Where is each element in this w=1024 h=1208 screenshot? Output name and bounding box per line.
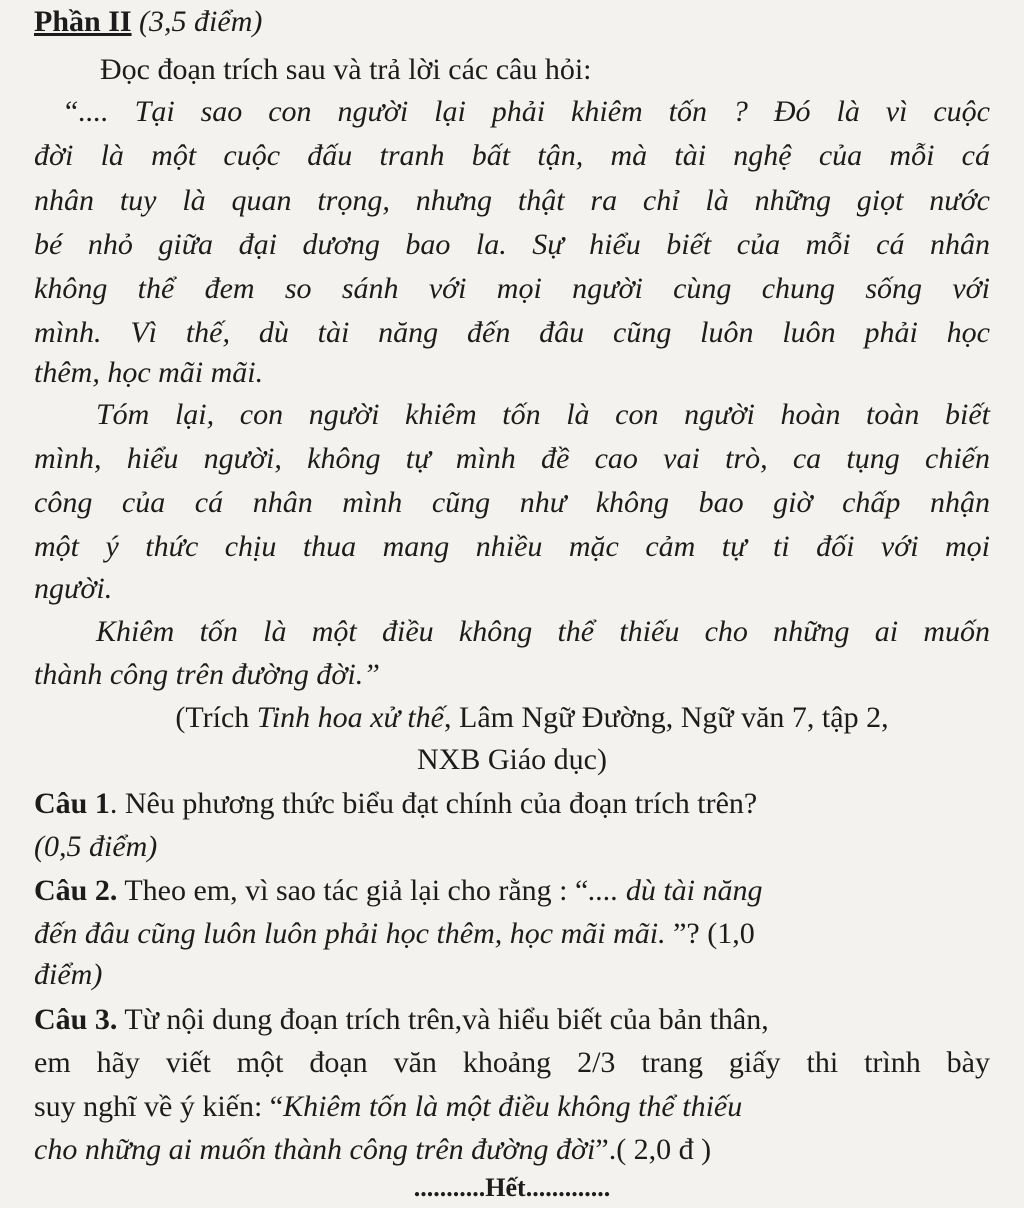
question-2-points: điểm) xyxy=(34,958,103,991)
question-1-label: Câu 1 xyxy=(34,787,110,820)
question-1-points: (0,5 điểm) xyxy=(34,830,158,863)
section-points: (3,5 điểm) xyxy=(139,5,263,38)
passage-line: công của cá nhân mình cũng như không bao giờ chấp nhận xyxy=(34,486,990,519)
instruction: Đọc đoạn trích sau và trả lời các câu hỏi: xyxy=(100,53,592,86)
passage-line: Tóm lại, con người khiêm tốn là con người hoàn toàn biết xyxy=(96,398,990,431)
passage-line: đời là một cuộc đấu tranh bất tận, mà tài nghệ của mỗi cá xyxy=(34,139,990,172)
question-2-line: đến đâu cũng luôn luôn phải học thêm, học mãi mãi. ”? (1,0 xyxy=(34,917,755,950)
question-2: Câu 2. Theo em, vì sao tác giả lại cho rằng : “.... dù tài năng xyxy=(34,874,763,907)
source-work-title: Tinh hoa xử thế xyxy=(256,701,444,734)
question-3-line: em hãy viết một đoạn văn khoảng 2/3 trang giấy thi trình bày xyxy=(34,1046,990,1079)
passage-line: nhân tuy là quan trọng, nhưng thật ra chỉ là những giọt nước xyxy=(34,184,990,217)
question-2-label: Câu 2. xyxy=(34,874,118,907)
end-label: Hết xyxy=(485,1173,526,1202)
passage-line: mình, hiểu người, không tự mình đề cao vai trò, ca tụng chiến xyxy=(34,442,990,475)
passage-line: “.... Tại sao con người lại phải khiêm tốn ? Đó là vì cuộc xyxy=(62,95,990,128)
question-3-line: cho những ai muốn thành công trên đường đời”.( 2,0 đ ) xyxy=(34,1133,712,1166)
section-label: Phần II xyxy=(34,5,132,38)
passage-line: mình. Vì thế, dù tài năng đến đâu cũng luôn luôn phải học xyxy=(34,316,990,349)
passage-line: thêm, học mãi mãi. xyxy=(34,356,264,389)
passage-line: bé nhỏ giữa đại dương bao la. Sự hiểu biết của mỗi cá nhân xyxy=(34,228,990,261)
passage-line: người. xyxy=(34,572,113,605)
passage-line: thành công trên đường đời.” xyxy=(34,658,380,691)
question-3: Câu 3. Từ nội dung đoạn trích trên,và hiểu biết của bản thân, xyxy=(34,1003,769,1036)
source-citation: (Trích Tinh hoa xử thế, Lâm Ngữ Đường, Ngữ văn 7, tập 2, xyxy=(175,701,889,734)
passage-line: không thể đem so sánh với mọi người cùng chung sống với xyxy=(34,272,990,305)
passage-line: một ý thức chịu thua mang nhiều mặc cảm tự ti đối với mọi xyxy=(34,530,990,563)
question-3-label: Câu 3. xyxy=(34,1003,118,1036)
section-heading xyxy=(34,2,990,42)
end-marker: ...........Hết............. xyxy=(413,1173,611,1202)
passage-line: Khiêm tốn là một điều không thể thiếu cho những ai muốn xyxy=(96,615,990,648)
question-1: Câu 1. Nêu phương thức biểu đạt chính của đoạn trích trên? xyxy=(34,787,758,820)
question-3-line: suy nghĩ về ý kiến: “Khiêm tốn là một điều không thể thiếu xyxy=(34,1090,743,1123)
source-publisher: NXB Giáo dục) xyxy=(417,743,607,776)
